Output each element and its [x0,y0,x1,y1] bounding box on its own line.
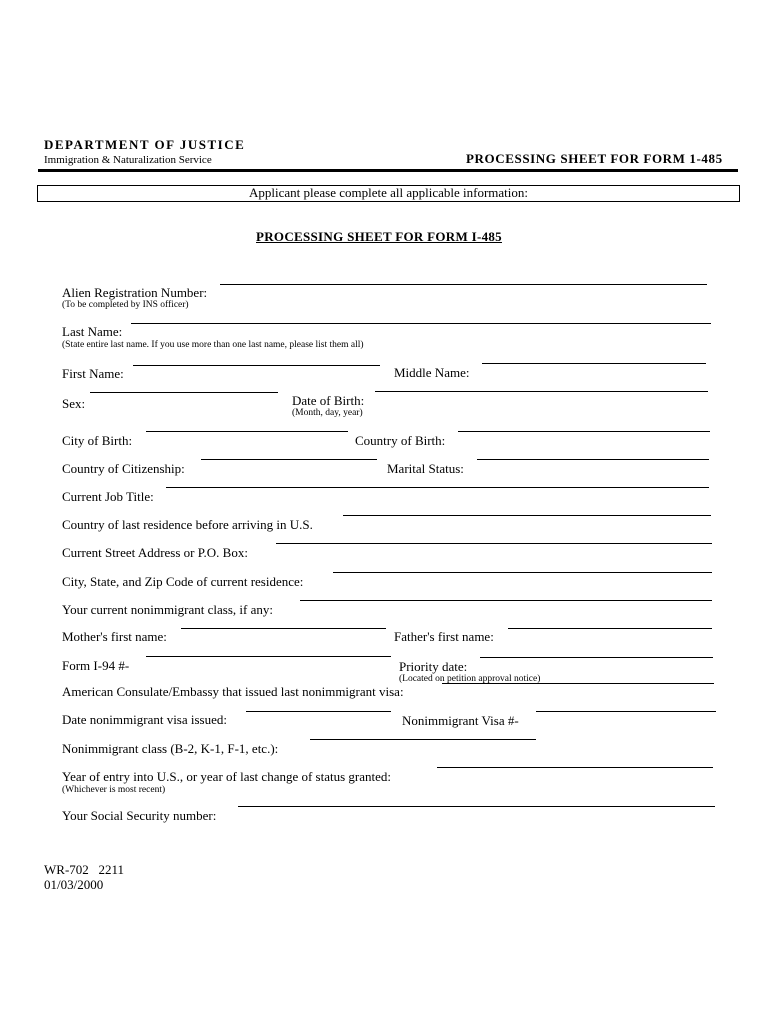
ssn-label: Your Social Security number: [62,808,217,823]
current-class-label: Your current nonimmigrant class, if any: [62,602,273,617]
visa-date-label: Date nonimmigrant visa issued: [62,712,228,727]
entry-year-note: (Whichever is most recent) [62,785,166,795]
current-class-field[interactable] [300,600,712,601]
city-state-zip-field[interactable] [333,572,712,573]
entry-year-field[interactable] [437,767,713,768]
dob-field[interactable] [375,391,708,392]
street-label: Current Street Address or P.O. Box: [62,545,248,560]
sex-field[interactable] [90,392,278,393]
visa-num-field[interactable] [536,711,716,712]
citizenship-label: Country of Citizenship: [62,461,185,476]
job-label: Current Job Title: [62,489,154,504]
mother-field[interactable] [181,628,386,629]
header-rule [38,169,738,172]
i94-label: Form I-94 #- [62,658,130,673]
marital-field[interactable] [477,459,709,460]
first-name-field[interactable] [133,365,380,366]
last-name-field[interactable] [131,323,711,324]
department-heading: DEPARTMENT OF JUSTICE [44,137,246,152]
priority-note: (Located on petition approval notice) [399,674,541,684]
citizenship-field[interactable] [201,459,377,460]
last-residence-label: Country of last residence before arriving in U.S. [62,517,313,532]
country-birth-field[interactable] [458,431,710,432]
visa-date-field[interactable] [246,711,391,712]
sex-label: Sex: [62,396,86,411]
alien-reg-label: Alien Registration Number: [62,285,208,300]
consulate-field[interactable] [442,683,714,684]
nonimm-class-label: Nonimmigrant class (B-2, K-1, F-1, etc.): [62,741,279,756]
first-name-label: First Name: [62,366,124,381]
city-birth-field[interactable] [146,431,348,432]
entry-year-label: Year of entry into U.S., or year of last change of status granted: [62,769,392,784]
visa-num-label: Nonimmigrant Visa #- [402,713,519,728]
alien-reg-note: (To be completed by INS officer) [62,300,189,310]
priority-field[interactable] [480,657,713,658]
marital-label: Marital Status: [387,461,464,476]
form-title: PROCESSING SHEET FOR FORM 1-485 [466,151,723,166]
dob-label: Date of Birth: [292,393,365,408]
last-residence-field[interactable] [343,515,711,516]
nonimm-class-field[interactable] [310,739,536,740]
father-label: Father's first name: [394,629,494,644]
last-name-note: (State entire last name. If you use more than one last name, please list them all) [62,340,364,350]
last-name-label: Last Name: [62,324,123,339]
page-subtitle: PROCESSING SHEET FOR FORM I-485 [256,229,502,244]
street-field[interactable] [276,543,712,544]
country-birth-label: Country of Birth: [355,433,446,448]
middle-name-field[interactable] [482,363,706,364]
mother-label: Mother's first name: [62,629,167,644]
consulate-label: American Consulate/Embassy that issued last nonimmigrant visa: [62,684,404,699]
i94-field[interactable] [146,656,391,657]
alien-reg-field[interactable] [220,284,707,285]
ssn-field[interactable] [238,806,715,807]
priority-label: Priority date: [399,659,468,674]
instruction-box: Applicant please complete all applicable information: [37,185,740,202]
father-field[interactable] [508,628,712,629]
form-code: WR-702 2211 [44,862,125,877]
city-state-zip-label: City, State, and Zip Code of current residence: [62,574,304,589]
dob-note: (Month, day, year) [292,408,363,418]
city-birth-label: City of Birth: [62,433,133,448]
service-name: Immigration & Naturalization Service [44,154,212,166]
middle-name-label: Middle Name: [394,365,470,380]
form-date: 01/03/2000 [44,877,104,892]
job-field[interactable] [166,487,709,488]
